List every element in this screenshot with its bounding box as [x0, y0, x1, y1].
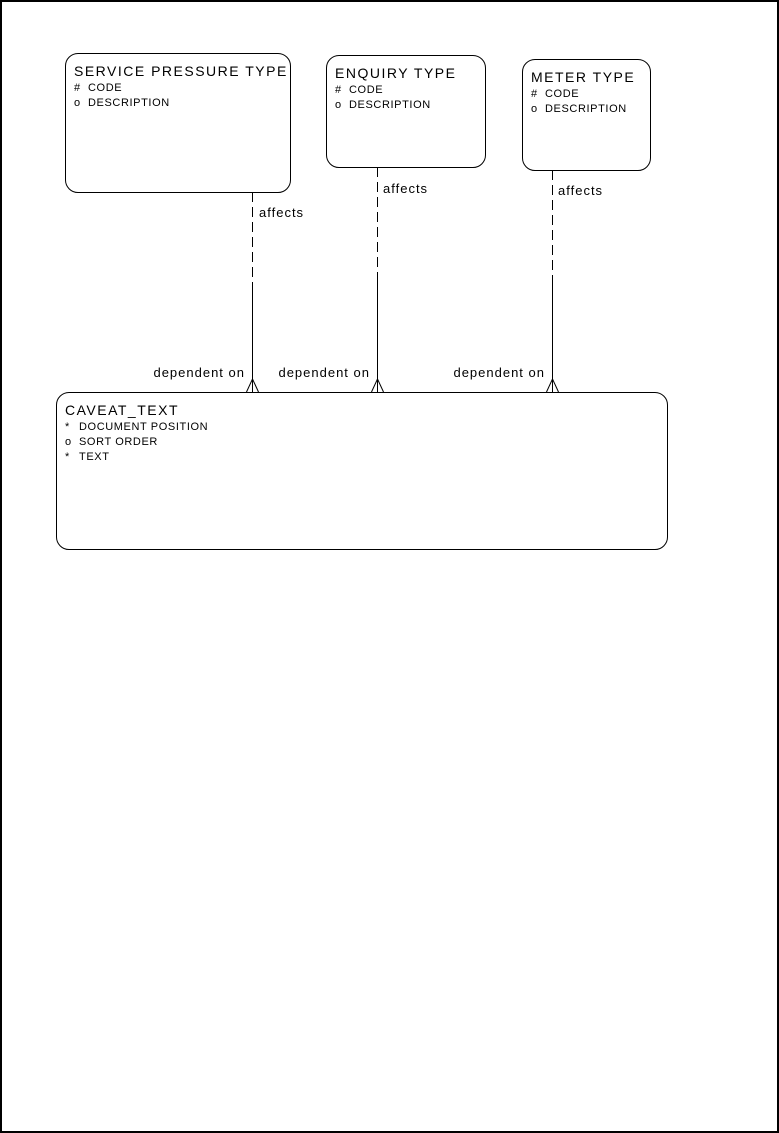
attribute-prefix: #: [74, 82, 81, 94]
entity-name: ENQUIRY TYPE: [335, 65, 457, 81]
relationship-line-service-pressure-type: [247, 192, 259, 392]
attribute-name: DESCRIPTION: [349, 99, 431, 111]
attribute-prefix: o: [74, 97, 81, 109]
attribute-name: TEXT: [79, 451, 110, 463]
attribute-row: [335, 83, 479, 98]
entity-meter-type: [522, 59, 651, 171]
attribute-prefix: o: [335, 99, 342, 111]
attribute-row: [65, 450, 661, 465]
attribute-name: CODE: [88, 82, 123, 94]
attribute-row: [531, 87, 644, 102]
attribute-row: [65, 435, 661, 450]
attribute-name: SORT ORDER: [79, 436, 158, 448]
attribute-name: DESCRIPTION: [88, 97, 170, 109]
relationship-line-enquiry-type: [372, 167, 384, 392]
attribute-row: [74, 96, 284, 111]
relationship-label-dependent-on: dependent on: [153, 365, 245, 380]
attribute-row: [335, 98, 479, 113]
attribute-prefix: #: [335, 84, 342, 96]
entity-caveat-text: [56, 392, 668, 550]
entity-attribute-list: [335, 83, 479, 113]
attribute-name: DOCUMENT POSITION: [79, 421, 209, 433]
attribute-name: DESCRIPTION: [545, 103, 627, 115]
relationship-label-affects: affects: [259, 205, 305, 220]
entity-attribute-list: [74, 81, 284, 111]
attribute-row: [531, 102, 644, 117]
attribute-prefix: #: [531, 88, 538, 100]
entity-name: CAVEAT_TEXT: [65, 402, 180, 418]
attribute-prefix: *: [65, 451, 70, 463]
attribute-name: CODE: [349, 84, 384, 96]
relationship-line-meter-type: [547, 170, 559, 392]
entity-name: SERVICE PRESSURE TYPE: [74, 63, 288, 79]
relationship-label-affects: affects: [558, 183, 604, 198]
entity-attribute-list: [531, 87, 644, 117]
attribute-name: CODE: [545, 88, 580, 100]
attribute-prefix: o: [531, 103, 538, 115]
entity-attribute-list: [65, 420, 661, 465]
attribute-prefix: o: [65, 436, 72, 448]
attribute-row: [65, 420, 661, 435]
entity-name: METER TYPE: [531, 69, 636, 85]
relationship-label-dependent-on: dependent on: [278, 365, 370, 380]
entity-service-pressure-type: [65, 53, 291, 193]
attribute-row: [74, 81, 284, 96]
attribute-prefix: *: [65, 421, 70, 433]
relationship-label-dependent-on: dependent on: [453, 365, 545, 380]
relationship-label-affects: affects: [383, 181, 429, 196]
entity-enquiry-type: [326, 55, 486, 168]
